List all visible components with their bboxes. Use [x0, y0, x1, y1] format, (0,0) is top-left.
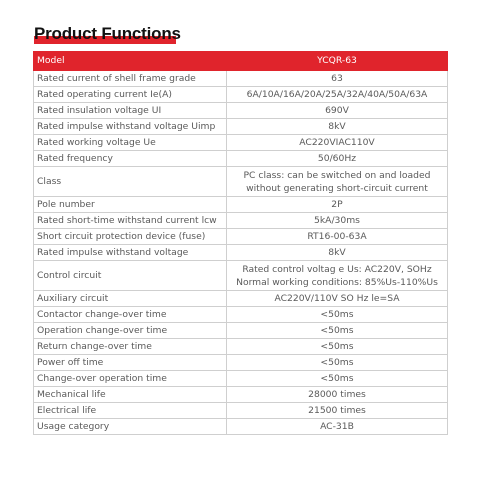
row-value-line: <50ms — [320, 357, 354, 368]
row-value-cell — [227, 229, 448, 245]
table-header-row — [34, 52, 448, 71]
row-label-cell: Contactor change-over time — [34, 307, 227, 323]
table-row — [34, 229, 448, 245]
table-row — [34, 355, 448, 371]
section-heading — [34, 24, 181, 44]
row-value-cell — [227, 213, 448, 229]
row-value-line: PC class: can be switched on and loaded — [243, 169, 431, 181]
table-row — [34, 387, 448, 403]
table-row — [34, 87, 448, 103]
row-value-line: 690V — [325, 105, 349, 116]
row-value-line: 50/60Hz — [317, 153, 357, 164]
row-value-line: 2P — [331, 199, 343, 210]
row-value-cell — [227, 261, 448, 291]
table-row — [34, 261, 448, 291]
spec-table-body — [34, 52, 448, 435]
table-row — [34, 403, 448, 419]
row-label-cell: Auxiliary circuit — [34, 291, 227, 307]
table-row — [34, 307, 448, 323]
row-value-cell — [227, 167, 448, 197]
row-value-cell — [227, 291, 448, 307]
row-value-cell — [227, 151, 448, 167]
row-value-cell — [227, 371, 448, 387]
row-value-cell — [227, 71, 448, 87]
row-label-cell: Return change-over time — [34, 339, 227, 355]
row-value-cell — [227, 419, 448, 435]
row-value-cell — [227, 403, 448, 419]
row-value-cell — [227, 323, 448, 339]
table-row — [34, 419, 448, 435]
row-value-line: AC-31B — [320, 421, 354, 432]
row-label-cell: Short circuit protection device (fuse) — [34, 229, 227, 245]
row-value-line: <50ms — [320, 309, 354, 320]
table-row — [34, 103, 448, 119]
row-label-cell: Pole number — [34, 197, 227, 213]
row-value-cell — [227, 245, 448, 261]
row-label-cell: Rated frequency — [34, 151, 227, 167]
row-label-cell: Rated insulation voltage UI — [34, 103, 227, 119]
row-label-cell: Power off time — [34, 355, 227, 371]
row-value-line: AC220V/110V SO Hz le=SA — [274, 293, 400, 304]
row-label-cell: Rated impulse withstand voltage Uimp — [34, 119, 227, 135]
row-value-line: Rated control voltag e Us: AC220V, SOHz — [242, 263, 432, 275]
row-value-line: without generating short-circuit current — [246, 182, 428, 194]
row-value-cell — [227, 87, 448, 103]
table-row — [34, 213, 448, 229]
row-value-cell — [227, 387, 448, 403]
table-row — [34, 339, 448, 355]
table-row — [34, 119, 448, 135]
row-value-cell — [227, 197, 448, 213]
table-row — [34, 291, 448, 307]
row-value-cell — [227, 307, 448, 323]
row-value-line: 8kV — [328, 121, 346, 132]
row-value-cell — [227, 339, 448, 355]
row-value-line: <50ms — [320, 373, 354, 384]
row-label-cell: Rated working voltage Ue — [34, 135, 227, 151]
row-value-line: 8kV — [328, 247, 346, 258]
row-value-line: 5kA/30ms — [314, 215, 360, 226]
page-title: Product Functions — [34, 24, 181, 43]
row-value-line: <50ms — [320, 325, 354, 336]
spec-table — [33, 51, 448, 435]
row-label-cell: Rated current of shell frame grade — [34, 71, 227, 87]
table-row — [34, 71, 448, 87]
header-label-cell: Model — [34, 52, 227, 71]
row-label-cell: Rated short-time withstand current lcw — [34, 213, 227, 229]
table-row — [34, 371, 448, 387]
row-value-cell — [227, 119, 448, 135]
row-label-cell: Electrical life — [34, 403, 227, 419]
table-row — [34, 167, 448, 197]
row-value-line: 6A/10A/16A/20A/25A/32A/40A/50A/63A — [246, 89, 428, 100]
table-row — [34, 151, 448, 167]
row-value-line: RT16-00-63A — [307, 231, 367, 242]
row-value-line: 63 — [331, 73, 343, 84]
row-value-line: 21500 times — [308, 405, 366, 416]
row-label-cell: Class — [34, 167, 227, 197]
row-label-cell: Rated impulse withstand voltage — [34, 245, 227, 261]
row-value-line: AC220VIAC110V — [299, 137, 375, 148]
row-value-cell — [227, 135, 448, 151]
row-value-line: 28000 times — [308, 389, 366, 400]
header-value-cell: YCQR-63 — [227, 52, 448, 71]
row-label-cell: Control circuit — [34, 261, 227, 291]
row-value-cell — [227, 355, 448, 371]
row-label-cell: Operation change-over time — [34, 323, 227, 339]
table-row — [34, 135, 448, 151]
row-label-cell: Mechanical life — [34, 387, 227, 403]
row-label-cell: Usage category — [34, 419, 227, 435]
row-label-cell: Change-over operation time — [34, 371, 227, 387]
table-row — [34, 323, 448, 339]
row-value-line: <50ms — [320, 341, 354, 352]
row-value-line: Normal working conditions: 85%Us-110%Us — [236, 276, 438, 288]
row-value-cell — [227, 103, 448, 119]
table-row — [34, 197, 448, 213]
table-row — [34, 245, 448, 261]
row-label-cell: Rated operating current Ie(A) — [34, 87, 227, 103]
